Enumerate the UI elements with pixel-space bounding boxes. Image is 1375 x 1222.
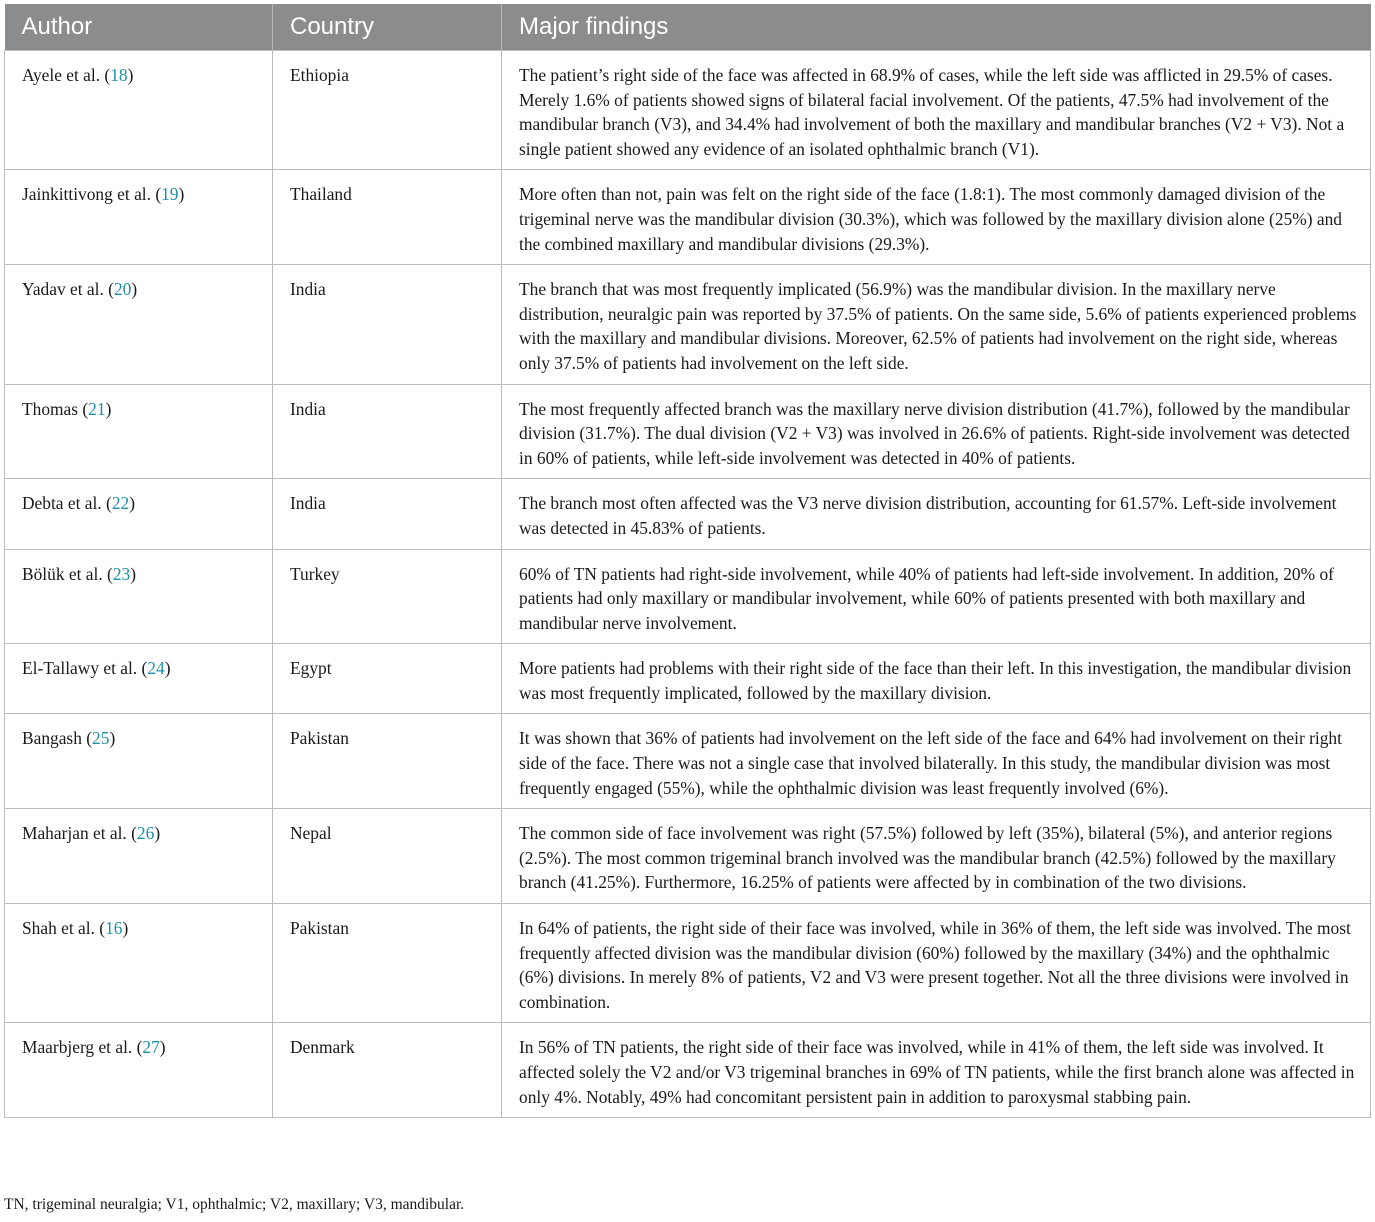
header-country: Country (273, 4, 502, 51)
author-name: Jainkittivong et al. (22, 184, 151, 205)
reference-link[interactable]: 24 (147, 658, 165, 679)
findings-table-wrapper (4, 4, 1370, 1118)
author-name: Yadav et al. (22, 279, 104, 300)
table-row (5, 384, 1371, 479)
author-cell: Yadav et al. (20) (5, 265, 273, 384)
reference-link[interactable]: 26 (136, 823, 155, 844)
author-name: Shah et al. (22, 918, 95, 939)
country-cell: Pakistan (273, 714, 502, 809)
author-cell: Bangash (25) (5, 714, 273, 809)
findings-table (4, 4, 1371, 1118)
reference-link[interactable]: 20 (113, 279, 132, 300)
findings-cell: It was shown that 36% of patients had involvement on the left side of the face and 64% had involvement on their right side of the face. There was not a single case that involved bilaterally. In this study, the mandibular division was most frequently engaged (55%), while the ophthalmic division was least frequently involved (6%). (502, 714, 1371, 809)
header-author: Author (5, 4, 273, 51)
findings-cell: The common side of face involvement was right (57.5%) followed by left (35%), bilateral (5%), and anterior regions (2.5%). The most common trigeminal branch involved was the mandibular branch (42.5%) followed by the maxillary branch (41.25%). Furthermore, 16.25% of patients were affected by in combination of the two divisions. (502, 809, 1371, 904)
author-name: Debta et al. (22, 493, 102, 514)
reference-link[interactable]: 22 (111, 493, 130, 514)
author-cell: Jainkittivong et al. (19) (5, 170, 273, 265)
reference-link[interactable]: 18 (110, 65, 128, 85)
findings-cell: The most frequently affected branch was the maxillary nerve division distribution (41.7%), followed by the mandibular division (31.7%). The dual division (V2 + V3) was involved in 26.6% of patients. Right-side involvement was detected in 60% of patients, while left-side involvement was detected in 40% of patients. (502, 384, 1371, 479)
findings-cell: 60% of TN patients had right-side involvement, while 40% of patients had left-side involvement. In addition, 20% of patients had only maxillary or mandibular involvement, while 60% of patients presented with both maxillary and mandibular nerve involvement. (502, 549, 1371, 644)
table-row (5, 265, 1371, 384)
country-cell: India (273, 265, 502, 384)
country-cell: Egypt (273, 644, 502, 714)
table-header (5, 4, 1371, 51)
table-row (5, 714, 1371, 809)
author-name: El-Tallawy et al. (22, 658, 138, 679)
findings-cell: In 64% of patients, the right side of their face was involved, while in 36% of them, the left side was involved. The most frequently affected division was the mandibular division (60%) followed by the maxillary (34%) and the ophthalmic (6%) divisions. In merely 8% of patients, V2 and V3 were present together. Not all the three divisions were involved in combination. (502, 904, 1371, 1023)
table-row (5, 1023, 1371, 1118)
author-cell: Maarbjerg et al. (27) (5, 1023, 273, 1118)
author-cell: El-Tallawy et al. (24) (5, 644, 273, 714)
country-cell: Pakistan (273, 904, 502, 1023)
country-cell: India (273, 479, 502, 549)
author-cell: Shah et al. (16) (5, 904, 273, 1023)
country-cell: Turkey (273, 549, 502, 644)
table-row (5, 644, 1371, 714)
findings-cell: More patients had problems with their right side of the face than their left. In this investigation, the mandibular division was most frequently implicated, followed by the maxillary division. (502, 644, 1371, 714)
author-name: Thomas (22, 398, 79, 419)
author-cell: Thomas (21) (5, 384, 273, 479)
country-cell: Thailand (273, 170, 502, 265)
country-cell: India (273, 384, 502, 479)
header-findings: Major findings (502, 4, 1371, 51)
findings-cell: In 56% of TN patients, the right side of their face was involved, while in 41% of them, the left side was involved. It affected solely the V2 and/or V3 trigeminal branches in 69% of TN patients, while the first branch alone was affected in only 4%. Notably, 49% had concomitant persistent pain in addition to paroxysmal stabbing pain. (502, 1023, 1371, 1118)
reference-link[interactable]: 23 (112, 563, 131, 584)
country-cell: Denmark (273, 1023, 502, 1118)
table-row (5, 170, 1371, 265)
author-name: Ayele et al. (22, 65, 101, 85)
author-cell: Maharjan et al. (26) (5, 809, 273, 904)
table-body (5, 51, 1371, 1118)
reference-link[interactable]: 25 (92, 728, 110, 749)
table-row (5, 549, 1371, 644)
reference-link[interactable]: 21 (88, 398, 106, 419)
table-row (5, 904, 1371, 1023)
author-cell: Bölük et al. (23) (5, 549, 273, 644)
author-name: Bangash (22, 728, 82, 749)
country-cell: Nepal (273, 809, 502, 904)
country-cell: Ethiopia (273, 51, 502, 170)
author-name: Maarbjerg et al. (22, 1037, 133, 1058)
author-cell: Debta et al. (22) (5, 479, 273, 549)
findings-cell: The branch that was most frequently implicated (56.9%) was the mandibular division. In the maxillary nerve distribution, neuralgic pain was reported by 37.5% of patients. On the same side, 5.6% of patients experienced problems with the maxillary and mandibular divisions. Moreover, 62.5% of patients had involvement on the right side, whereas only 37.5% of patients had involvement on the left side. (502, 265, 1371, 384)
author-name: Bölük et al. (22, 563, 103, 584)
findings-cell: The branch most often affected was the V3 nerve division distribution, accounting for 61.57%. Left-side involvement was detected in 45.83% of patients. (502, 479, 1371, 549)
table-row (5, 809, 1371, 904)
findings-cell: More often than not, pain was felt on the right side of the face (1.8:1). The most commonly damaged division of the trigeminal nerve was the mandibular division (30.3%), which was followed by the maxillary division alone (25%) and the combined maxillary and mandibular divisions (29.3%). (502, 170, 1371, 265)
author-name: Maharjan et al. (22, 823, 127, 844)
table-footnote: TN, trigeminal neuralgia; V1, ophthalmic; V2, maxillary; V3, mandibular. (4, 1196, 465, 1213)
reference-link[interactable]: 16 (105, 918, 123, 939)
table-row (5, 51, 1371, 170)
findings-cell: The patient’s right side of the face was affected in 68.9% of cases, while the left side was afflicted in 29.5% of cases. Merely 1.6% of patients showed signs of bilateral facial involvement. Of the patients, 47.5% had involvement of the mandibular branch (V3), and 34.4% had involvement of both the maxillary and mandibular branches (V2 + V3). Not a single patient showed any evidence of an isolated ophthalmic branch (V1). (502, 51, 1371, 170)
table-row (5, 479, 1371, 549)
reference-link[interactable]: 19 (161, 184, 179, 205)
reference-link[interactable]: 27 (142, 1037, 160, 1058)
header-row (5, 4, 1371, 51)
author-cell: Ayele et al. (18) (5, 51, 273, 170)
